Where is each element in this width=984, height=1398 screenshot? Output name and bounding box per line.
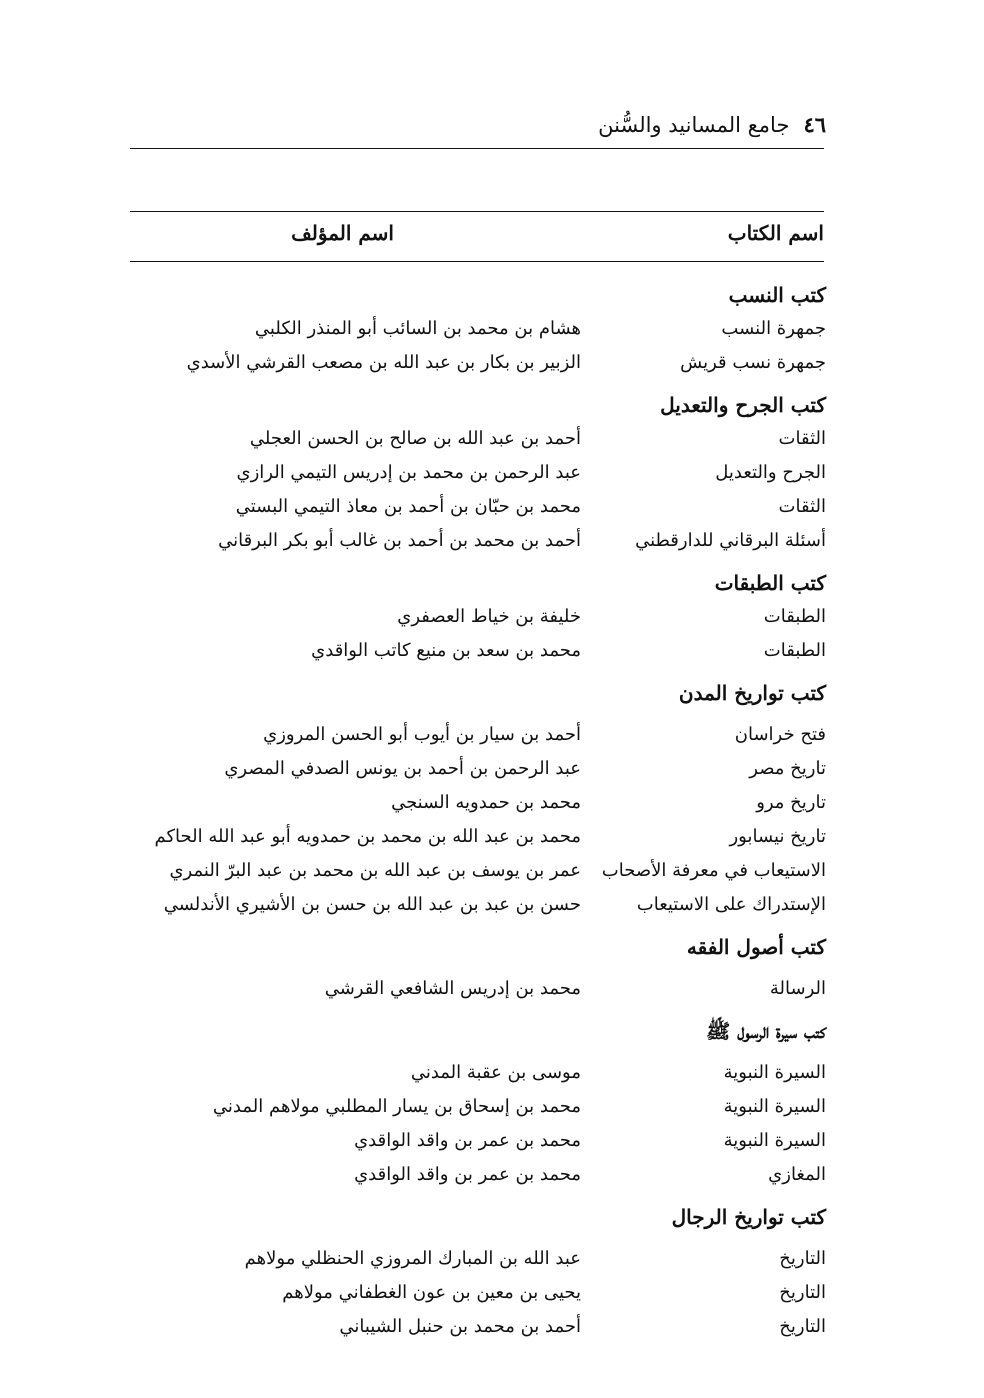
table-row: [126, 820, 826, 854]
table-row: [126, 972, 826, 1006]
table-row: [126, 854, 826, 888]
table-row: [126, 456, 826, 490]
section-title: كتب أصول الفقه: [686, 935, 826, 959]
book-name: أسئلة البرقاني للدارقطني: [635, 530, 826, 551]
author-name: أحمد بن سيار بن أيوب أبو الحسن المروزي: [263, 724, 581, 745]
author-name: عبد الله بن المبارك المروزي الحنظلي مولاهم: [244, 1248, 581, 1269]
book-name: التاريخ: [779, 1248, 826, 1269]
book-name: الطبقات: [763, 606, 826, 627]
author-name: حسن بن عبد بن عبد الله بن حسن بن الأشيري الأندلسي: [163, 894, 581, 915]
table-header-rule: [130, 261, 824, 262]
section: [126, 930, 826, 1006]
table-row: [126, 718, 826, 752]
table-row: [126, 634, 826, 668]
table-row: [126, 752, 826, 786]
section-title: كتب تواريخ الرجال: [671, 1205, 826, 1229]
author-name: محمد بن حمدويه السنجي: [391, 792, 581, 813]
table-row: [126, 524, 826, 558]
book-name: السيرة النبوية: [723, 1130, 826, 1151]
table-row: [126, 1124, 826, 1158]
column-header-author: اسم المؤلف: [291, 221, 394, 245]
column-header-book: اسم الكتاب: [727, 221, 824, 245]
author-name: محمد بن حبّان بن أحمد بن معاذ التيمي البستي: [235, 496, 581, 517]
author-name: محمد بن عمر بن واقد الواقدي: [354, 1130, 581, 1151]
book-name: تاريخ مصر: [749, 758, 826, 779]
author-name: أحمد بن عبد الله بن صالح بن الحسن العجلي: [249, 428, 581, 449]
author-name: عمر بن يوسف بن عبد الله بن محمد بن عبد البرّ النمري: [169, 860, 581, 881]
section-title: كتب النسب: [728, 283, 826, 307]
table-top-rule: [130, 211, 824, 212]
book-name: التاريخ: [779, 1282, 826, 1303]
author-name: يحيى بن معين بن عون الغطفاني مولاهم: [282, 1282, 581, 1303]
author-name: عبد الرحمن بن أحمد بن يونس الصدفي المصري: [224, 758, 581, 779]
table-row: [126, 422, 826, 456]
book-name: التاريخ: [779, 1316, 826, 1337]
book-name: الثقات: [778, 428, 826, 449]
section-title: كتب الجرح والتعديل: [660, 393, 826, 417]
author-name: خليفة بن خياط العصفري: [397, 606, 581, 627]
author-name: عبد الرحمن بن محمد بن إدريس التيمي الرازي: [236, 462, 581, 483]
running-header: [130, 112, 826, 142]
book-name: جمهرة النسب: [721, 318, 826, 339]
book-list: [126, 278, 826, 1352]
section-title: كتب الطبقات: [714, 571, 826, 595]
header-divider: [130, 148, 824, 149]
book-name: السيرة النبوية: [723, 1062, 826, 1083]
author-name: هشام بن محمد بن السائب أبو المنذر الكلبي: [254, 318, 581, 339]
book-name: الاستيعاب في معرفة الأصحاب: [601, 860, 826, 881]
table-row: [126, 490, 826, 524]
table-row: [126, 312, 826, 346]
table-row: [126, 1158, 826, 1192]
book-name: فتح خراسان: [734, 724, 826, 745]
book-name: الثقات: [778, 496, 826, 517]
section: [126, 676, 826, 922]
book-name: تاريخ نيسابور: [729, 826, 826, 847]
book-name: الجرح والتعديل: [715, 462, 826, 483]
table-row: [126, 888, 826, 922]
table-row: [126, 1276, 826, 1310]
table-row: [126, 1056, 826, 1090]
book-name: المغازي: [768, 1164, 826, 1185]
page-number: ٤٦: [803, 112, 826, 137]
author-name: أحمد بن محمد بن حنبل الشيباني: [339, 1316, 581, 1337]
author-name: الزبير بن بكار بن عبد الله بن مصعب القرشي الأسدي: [186, 352, 581, 373]
book-name: الرسالة: [769, 978, 826, 999]
section-title: كتب سيرة الرسول ﷺ: [706, 1019, 826, 1043]
table-row: [126, 1090, 826, 1124]
author-name: محمد بن إسحاق بن يسار المطلبي مولاهم المدني: [212, 1096, 581, 1117]
section: [126, 388, 826, 558]
author-name: موسى بن عقبة المدني: [410, 1062, 581, 1083]
book-name: السيرة النبوية: [723, 1096, 826, 1117]
book-name: الطبقات: [763, 640, 826, 661]
author-name: محمد بن إدريس الشافعي القرشي: [324, 978, 581, 999]
section: [126, 1200, 826, 1344]
book-name: الإستدراك على الاستيعاب: [636, 894, 826, 915]
book-name: تاريخ مرو: [756, 792, 826, 813]
book-name: جمهرة نسب قريش: [680, 352, 826, 373]
author-name: محمد بن سعد بن منيع كاتب الواقدي: [311, 640, 581, 661]
table-row: [126, 1310, 826, 1344]
author-name: محمد بن عبد الله بن محمد بن حمدويه أبو عبد الله الحاكم: [154, 826, 581, 847]
section: [126, 566, 826, 668]
section: [126, 1014, 826, 1192]
table-row: [126, 346, 826, 380]
section: [126, 278, 826, 380]
author-name: محمد بن عمر بن واقد الواقدي: [354, 1164, 581, 1185]
section-title: كتب تواريخ المدن: [678, 681, 826, 705]
author-name: أحمد بن محمد بن أحمد بن غالب أبو بكر البرقاني: [218, 530, 581, 551]
book-title: جامع المسانيد والسُّنن: [598, 113, 790, 137]
table-row: [126, 1242, 826, 1276]
table-row: [126, 786, 826, 820]
table-row: [126, 600, 826, 634]
